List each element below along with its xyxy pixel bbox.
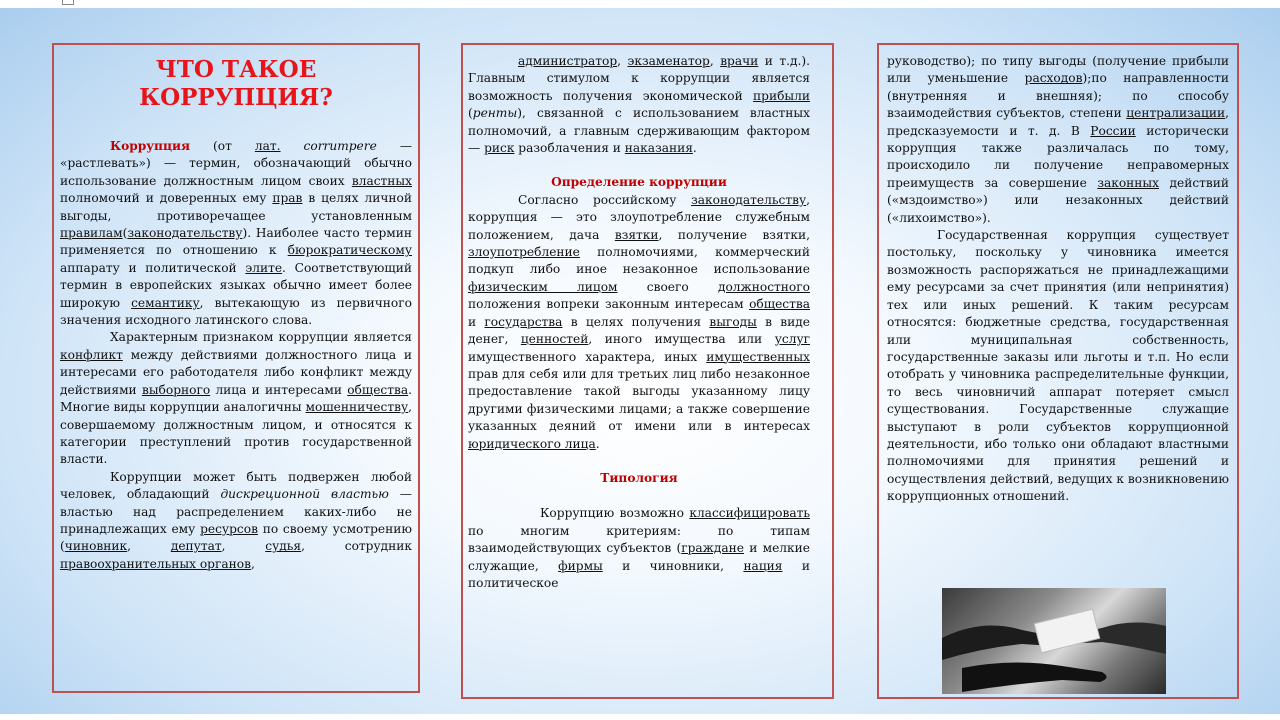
link-grazhdane[interactable]: граждане	[681, 541, 744, 556]
bottom-edge	[0, 714, 1280, 720]
link-vlastnyh[interactable]: властных	[351, 173, 412, 188]
link-imushchestvennyh[interactable]: имущественных	[706, 349, 810, 364]
link-vygody[interactable]: выгоды	[709, 314, 757, 329]
link-firmy[interactable]: фирмы	[558, 558, 603, 573]
link-risk[interactable]: риск	[484, 141, 515, 156]
panel-state-corruption	[877, 43, 1239, 699]
title-line-2: КОРРУПЦИЯ?	[139, 84, 333, 111]
hands-envelope-icon	[942, 588, 1166, 694]
link-byurokraticheskomu[interactable]: бюрократическому	[287, 243, 412, 258]
typology-paragraph: Коррупцию возможно классифицировать по многим критериям: по типам взаимодействующих субъектов (граждане и мелкие служащие, фирмы и чиновники, нация и политическое	[468, 506, 810, 590]
link-moshennichestvu[interactable]: мошенничеству	[305, 400, 409, 415]
link-nakazaniya[interactable]: наказания	[624, 141, 693, 156]
link-lat[interactable]: лат.	[254, 139, 281, 153]
subjects-paragraph: Коррупции может быть подвержен любой человек, обладающий дискреционной властью — властью над распределением каких-либо не принадлежащих ему ресурсов по своему усмотрению (чиновник, депутат, судья, сотрудник правоохранительных органов,	[60, 469, 412, 571]
link-vrachi[interactable]: врачи	[720, 54, 759, 68]
link-natsiya[interactable]: нация	[743, 558, 783, 573]
link-vybornogo[interactable]: выборного	[141, 382, 211, 397]
continuation-paragraph: администратор, экзаменатор, врачи и т.д.). Главным стимулом к коррупции является возможность получения экономической прибыли (ренты), связанной с использованием властных полномочий, а главным сдерживающим фактором — риск разоблачения и наказания.	[468, 54, 811, 156]
link-obshchestva[interactable]: общества	[347, 382, 409, 397]
link-konflikt[interactable]: конфликт	[60, 347, 123, 362]
typology-continuation-paragraph: руководство); по типу выгоды (получение прибыли или уменьшение расходов);по направленности (внутренняя и внешняя); по способу взаимодействия субъектов, степени централизации, предсказуемости и т. д. В России исторически коррупция также различалась по тому, происходило ли получение неправомерных преимуществ за совершение законных действий («мздоимство») или незаконных действий («лихоимство»).	[887, 54, 1230, 225]
panel-what-is-corruption	[52, 43, 420, 693]
heading-typology: Типология	[600, 470, 678, 485]
link-sudya[interactable]: судья	[265, 539, 302, 554]
heading-definition: Определение коррупции	[551, 175, 727, 190]
link-fizicheskim-litsom[interactable]: физическим лицом	[468, 279, 618, 294]
link-deputat[interactable]: депутат	[170, 539, 222, 554]
link-elite[interactable]: элите	[245, 260, 283, 275]
panel-definition	[461, 43, 834, 699]
link-pravilam[interactable]: правилам	[60, 226, 123, 241]
page-title	[60, 56, 412, 112]
link-zloupotreblenie[interactable]: злоупотребление	[468, 245, 580, 260]
legal-definition-paragraph: Согласно российскому законодательству, коррупция — это злоупотребление служебным положением, дача взятки, получение взятки, злоупотребление полномочиями, коммерческий подкуп либо иное незаконное использование физическим лицом своего должностного положения вопреки законным интересам общества и государства в целях получения выгоды в виде денег, ценностей, иного имущества или услуг имущественного характера, иных имущественных прав для себя или для третьих лиц либо незаконное предоставление такой выгоды указанному лицу другими физическими лицами; а также совершение указанных деяний от имени или в интересах юридического лица.	[468, 192, 811, 451]
state-corruption-paragraph: Государственная коррупция существует постольку, поскольку у чиновника имеется возможность распоряжаться не принадлежащими ему ресурсами за счет принятия (или непринятия) тех или иных решений. К таким ресурсам относятся: бюджетные средства, государственная или муниципальная собственность, государственные заказы или льготы и т.п. Но если отобрать у чиновника распределительные функции, то весь чиновничий аппарат потеряет смысл существования. Государственные служащие выступают в роли субъектов коррупционной деятельности, ибо только они обладают властными полномочиями для принятия решений и осуществления действий, ведущих к возникновению коррупционных отношений.	[887, 228, 1229, 504]
link-klassifitsirovat[interactable]: классифицировать	[689, 506, 810, 521]
link-resursov[interactable]: ресурсов	[200, 521, 258, 536]
link-prav[interactable]: прав	[272, 191, 303, 206]
link-pravoohranitelnyh[interactable]: правоохранительных органов	[60, 556, 251, 571]
top-edge	[0, 0, 1280, 8]
link-ekzamenator[interactable]: экзаменатор	[627, 54, 710, 68]
title-line-1: ЧТО ТАКОЕ	[155, 56, 317, 83]
link-rashodov[interactable]: расходов	[1024, 71, 1083, 86]
link-rossii[interactable]: России	[1090, 123, 1136, 138]
link-vzyatki[interactable]: взятки	[614, 227, 659, 242]
link-yuridicheskogo-litsa[interactable]: юридического лица	[468, 436, 596, 451]
link-administrator[interactable]: администратор	[518, 54, 618, 68]
link-zakonodatelstvu-2[interactable]: законодательству	[691, 192, 807, 207]
link-tsentralizatsii[interactable]: централизации	[1126, 106, 1226, 121]
link-gosudarstva[interactable]: государства	[484, 314, 563, 329]
link-zakonodatelstvu[interactable]: законодательству	[127, 226, 243, 241]
link-chinovnik[interactable]: чиновник	[64, 539, 128, 554]
definition-paragraph: Коррупция (от лат. corrumpere — «растлевать») — термин, обозначающий обычно использование должностным лицом своих властных полномочий и доверенных ему прав в целях личной выгоды, противоречащее установленным правилам(законодательству). Наиболее часто термин применяется по отношению к бюрократическому аппарату и политической элите. Соответствующий термин в европейских языках обычно имеет более широкую семантику, вытекающую из первичного значения исходного латинского слова.	[60, 139, 413, 328]
link-pribyli[interactable]: прибыли	[753, 88, 810, 103]
link-zakonnyh[interactable]: законных	[1097, 175, 1159, 190]
link-dolzhnostnogo[interactable]: должностного	[717, 279, 810, 294]
link-tsennostey[interactable]: ценностей	[520, 332, 589, 347]
bribe-handshake-photo	[942, 588, 1166, 694]
characteristic-paragraph: Характерным признаком коррупции является конфликт между действиями должностного лица и интересами его работодателя либо конфликт между действиями выборного лица и интересами общества. Многие виды коррупции аналогичны мошенничеству, совершаемому должностным лицом, и относятся к категории преступлений против государственной власти.	[60, 330, 413, 467]
selection-handle[interactable]	[62, 0, 74, 5]
link-obshchestva-2[interactable]: общества	[749, 297, 810, 312]
link-semantiku[interactable]: семантику	[131, 295, 200, 310]
link-uslug[interactable]: услуг	[774, 332, 810, 347]
